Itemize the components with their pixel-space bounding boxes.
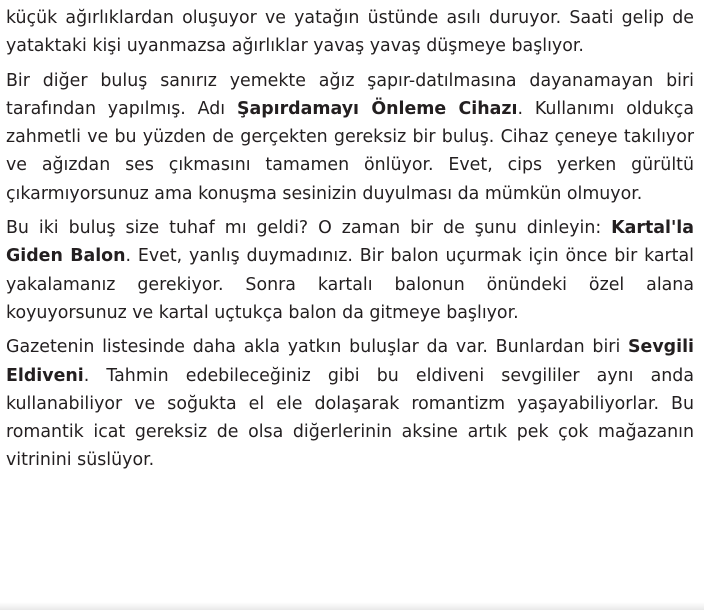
text-segment: . Evet, yanlış duymadınız. Bir balon uçurmak için önce bir kartal yakalamanız gerekiyor. Sonra kartalı balonun önündeki özel alana koyuyorsunuz ve kartal uçtukça balon da gitmeye başlıyor. [6,246,694,323]
text-segment: küçük ağırlıklardan oluşuyor ve yatağın üstünde asılı duruyor. Saati gelip de yataktaki kişi uyanmazsa ağırlıklar yavaş yavaş düşmeye başlıyor. [6,8,694,57]
page-bottom-edge [0,602,704,610]
paragraph-chewing-device [6,67,694,208]
text-segment: . Kullanımı oldukça zahmetli ve bu yüzden de gerçekten gereksiz bir buluş. Cihaz çeneye takılıyor ve ağızdan ses çıkmasını tamamen önlüyor. Evet, cips yerken gürültü çıkarmıyorsunuz ama konuşma sesinizin duyulması da mümkün olmuyor. [6,98,694,204]
paragraph-lovers-glove [6,333,694,474]
invention-name-chewing-device: Şapırdamayı Önleme Cihazı [236,98,518,119]
invention-name-lovers-glove: Sevgili Eldiveni [6,337,694,386]
document-page [6,4,694,481]
paragraph-wake-device-end [6,4,694,61]
text-segment: Gazetenin listesinde daha akla yatkın buluşlar da var. Bunlardan biri [6,337,628,358]
text-segment: Bu iki buluş size tuhaf mı geldi? O zaman bir de şunu dinleyin: [6,218,612,239]
text-segment: Bir diğer buluş sanırız yemekte ağız şapır-datılmasına dayanamayan biri tarafından yapılmış. Adı [6,70,694,119]
paragraph-eagle-balloon [6,214,694,327]
invention-name-eagle-balloon: Kartal'la Giden Balon [6,218,694,267]
text-segment: . Tahmin edebileceğiniz gibi bu eldiveni sevgililer aynı anda kullanabiliyor ve soğukta el ele dolaşarak romantizm yaşayabiliyorlar. Bu romantik icat gereksiz de olsa diğerlerinin aksine artık pek çok mağazanın vitrinini süslüyor. [6,365,694,471]
